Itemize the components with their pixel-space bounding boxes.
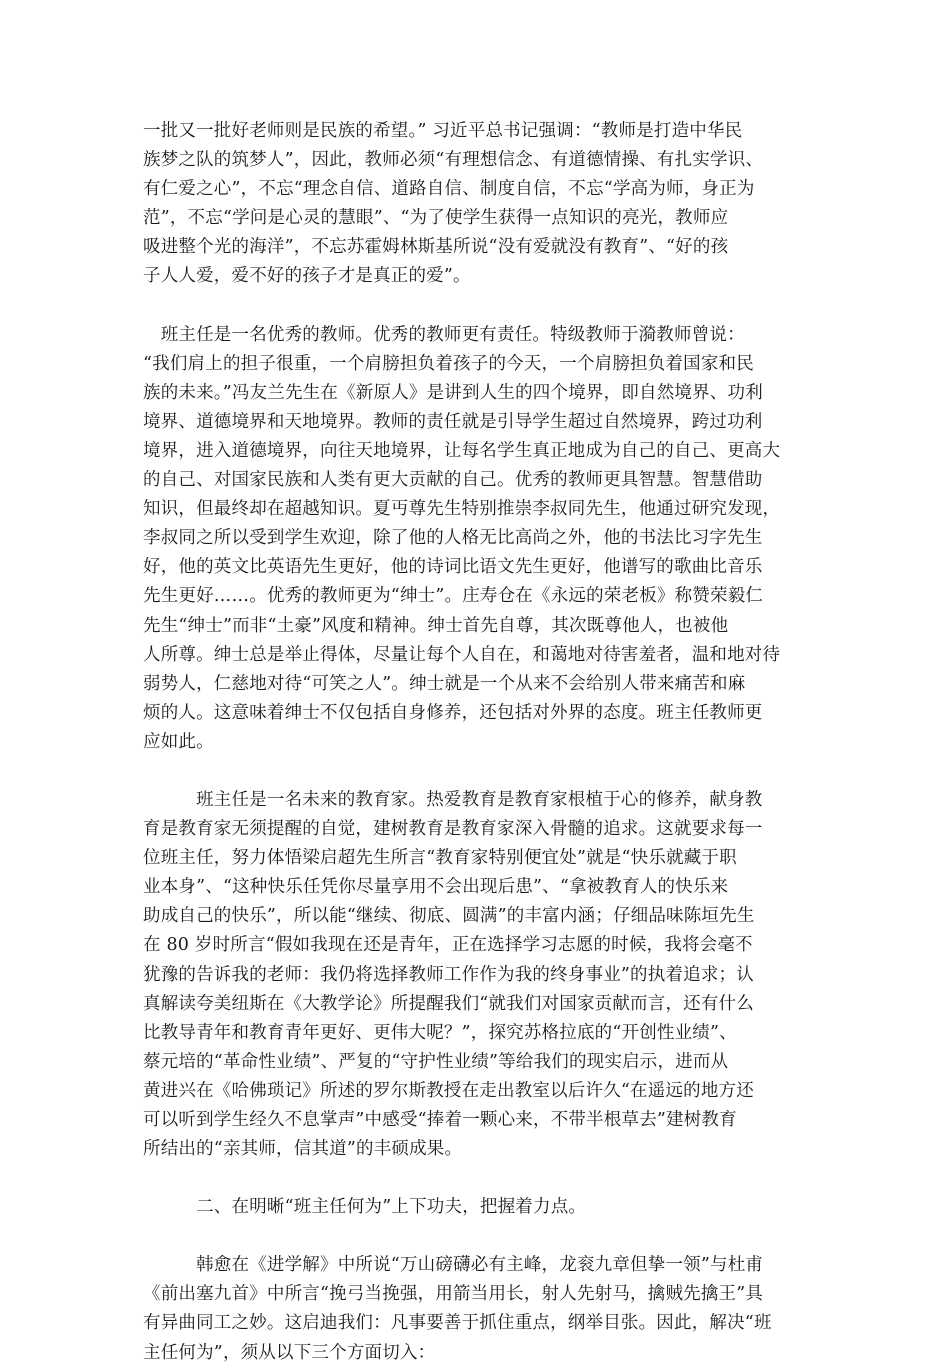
text-line: 先生更好……。优秀的教师更为“绅士”。庄寿仓在《永远的荣老板》称赞荣毅仁 [143,586,764,607]
section-heading [143,1193,808,1222]
paragraph-3 [143,786,808,1164]
text-line: 育是教育家无须提醒的自觉，建树教育是教育家深入骨髓的追求。这就要求每一 [143,819,763,840]
text-line: 有仁爱之心”，不忘“理念自信、道路自信、制度自信，不忘“学高为师，身正为 [143,179,755,200]
text-line: 蔡元培的“革命性业绩”、严复的“守护性业绩”等给我们的现实启示，进而从 [143,1051,729,1072]
text-line: 一批又一批好老师则是民族的希望。” 习近平总书记强调：“教师是打造中华民 [143,121,743,141]
paragraph-1 [143,117,808,292]
text-line: 应如此。 [143,731,214,752]
text-line: 业本身”、“这种快乐任凭你尽量享用不会出现后患”、“拿被教育人的快乐来 [143,877,729,898]
text-line: 班主任是一名优秀的教师。优秀的教师更有责任。特级教师于漪教师曾说： [143,324,745,345]
paragraph-5 [143,1251,808,1367]
text-line: 所结出的“亲其师，信其道”的丰硕成果。 [143,1139,463,1160]
text-line: 烦的人。这意味着绅士不仅包括自身修养，还包括对外界的态度。班主任教师更 [143,702,763,723]
text-line: 真解读夸美纽斯在《大教学论》所提醒我们“就我们对国家贡献而言，还有什么 [143,993,754,1014]
text-line: 范”，不忘“学问是心灵的慧眼”、“为了使学生获得一点知识的亮光，教师应 [143,208,729,229]
text-line: 好，他的英文比英语先生更好，他的诗词比语文先生更好，他谱写的歌曲比音乐 [143,557,763,578]
text-line: 《前出塞九首》中所言“挽弓当挽强，用箭当用长，射人先射马，擒贼先擒王”具 [143,1284,764,1305]
text-line: 犹豫的告诉我的老师：我仍将选择教师工作作为我的终身事业”的执着追求；认 [143,964,754,985]
text-line: “我们肩上的担子很重，一个肩膀担负着孩子的今天，一个肩膀担负着国家和民 [143,353,754,374]
paragraph-2 [143,321,808,757]
text-line: 助成自己的快乐”，所以能“继续、彻底、圆满”的丰富内涵；仔细品味陈垣先生 [143,906,755,927]
paragraph-gap [143,1164,808,1193]
text-line: 族的未来。”冯友兰先生在《新原人》是讲到人生的四个境界，即自然境界、功利 [143,382,763,403]
paragraph-gap [143,292,808,321]
text-line: 先生“绅士”而非“土豪”风度和精神。绅士首先自尊，其次既尊他人，也被他 [143,615,729,636]
text-line: 可以听到学生经久不息掌声”中感受“捧着一颗心来，不带半根草去”建树教育 [143,1110,737,1130]
text-line: 的自己、对国家民族和人类有更大贡献的自己。优秀的教师更具智慧。智慧借助 [143,470,763,491]
text-line: 弱势人，仁慈地对待“可笑之人”。绅士就是一个从来不会给别人带来痛苦和麻 [143,673,746,694]
document-page [143,117,808,1368]
text-line: 族梦之队的筑梦人”，因此，教师必须“有理想信念、有道德情操、有扎实学识、 [143,150,764,171]
text-line: 吸进整个光的海洋”，不忘苏霍姆林斯基所说“没有爱就没有教育”、“好的孩 [143,237,729,258]
paragraph-gap [143,757,808,786]
text-line: 班主任是一名未来的教育家。热爱教育是教育家根植于心的修养，献身教 [143,789,763,810]
text-line: 李叔同之所以受到学生欢迎，除了他的人格无比高尚之外，他的书法比习字先生 [143,528,763,549]
text-line: 主任何为”，须从以下三个方面切入： [143,1342,436,1363]
text-line: 知识，但最终却在超越知识。夏丏尊先生特别推崇李叔同先生，他通过研究发现， [143,499,781,520]
text-line: 子人人爱，爱不好的孩子才是真正的爱”。 [143,266,471,287]
text-line: 人所尊。绅士总是举止得体，尽量让每个人自在，和蔼地对待害羞者，温和地对待 [143,644,781,665]
text-line: 境界，进入道德境界，向往天地境界，让每名学生真正地成为自己的自己、更高大 [143,440,781,461]
text-line: 比教导青年和教育青年更好、更伟大呢？”，探究苏格拉底的“开创性业绩”、 [143,1022,737,1043]
text-line: 在 80 岁时所言“假如我现在还是青年，正在选择学习志愿的时候，我将会毫不 [143,935,753,956]
text-line: 位班主任，努力体悟梁启超先生所言“教育家特别便宜处”就是“快乐就藏于职 [143,848,737,869]
paragraph-gap [143,1222,808,1251]
text-line: 韩愈在《进学解》中所说“万山磅礴必有主峰，龙衮九章但挚一领”与杜甫 [143,1255,764,1276]
text-line: 有异曲同工之妙。这启迪我们：凡事要善于抓住重点，纲举目张。因此，解决“班 [143,1313,772,1334]
text-line: 二、在明晰“班主任何为”上下功夫，把握着力点。 [143,1197,587,1218]
text-line: 境界、道德境界和天地境界。教师的责任就是引导学生超过自然境界，跨过功利 [143,411,763,432]
text-line: 黄进兴在《哈佛琐记》所述的罗尔斯教授在走出教室以后许久“在遥远的地方还 [143,1080,754,1101]
